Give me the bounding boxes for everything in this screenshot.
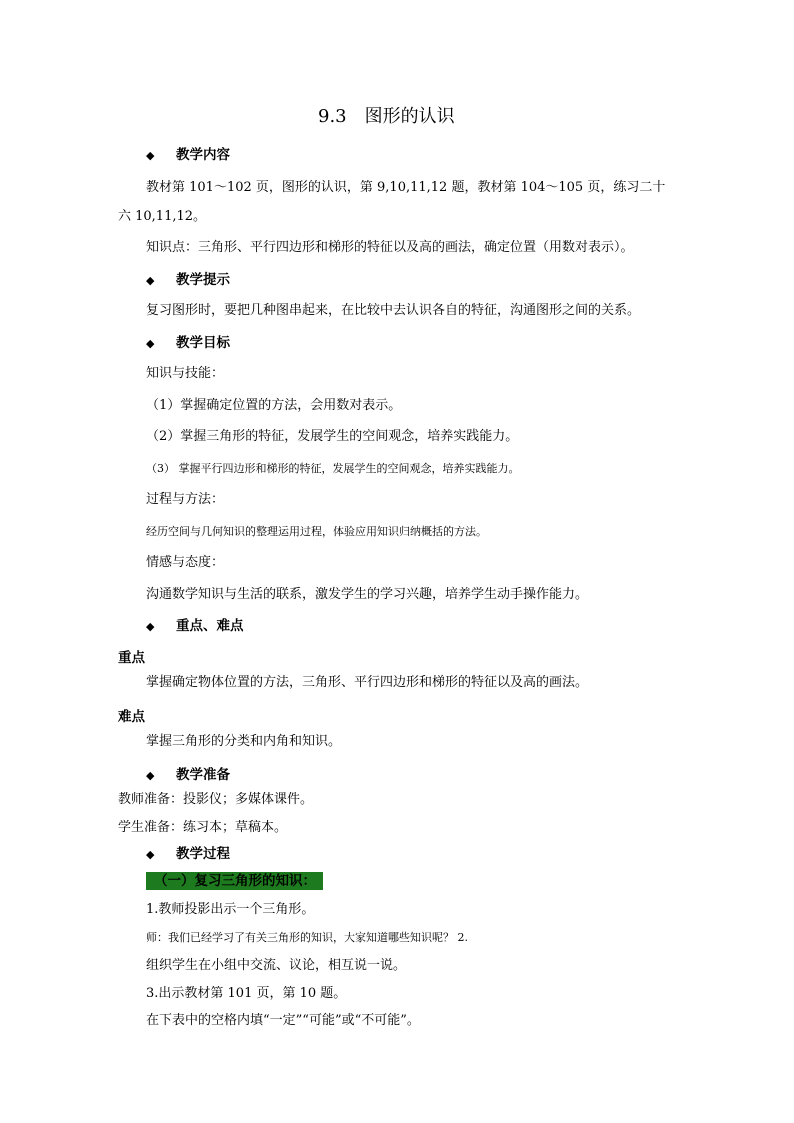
hint-paragraph: 复习图形时，要把几种图串起来，在比较中去认识各自的特征，沟通图形之间的关系。 — [146, 303, 641, 318]
emotion-label: 情感与态度： — [146, 555, 225, 570]
difficulty-paragraph: 掌握三角形的分类和内角和知识。 — [146, 734, 342, 749]
section-heading-hint: ◆ 教学提示 — [146, 272, 230, 288]
diamond-bullet-icon: ◆ — [146, 769, 155, 782]
step-4: 在下表中的空格内填“一定”“可能”或“不可能”。 — [146, 1013, 420, 1028]
emotion-paragraph: 沟通数学知识与生活的联系，激发学生的学习兴趣，培养学生动手操作能力。 — [146, 587, 589, 602]
goal-item-1: （1）掌握确定位置的方法，会用数对表示。 — [146, 398, 402, 413]
diamond-bullet-icon: ◆ — [146, 149, 155, 162]
teacher-question: 师：我们已经学习了有关三角形的知识，大家知道哪些知识呢？ 2. — [146, 931, 468, 944]
section-heading-goals: ◆ 教学目标 — [146, 335, 230, 351]
key-point-label: 重点 — [118, 650, 145, 666]
key-point-paragraph: 掌握确定物体位置的方法，三角形、平行四边形和梯形的特征以及高的画法。 — [146, 675, 589, 690]
page-title: 9.3 图形的认识 — [318, 106, 455, 127]
content-paragraph-line1: 教材第 101～102 页，图形的认识，第 9,10,11,12 题，教材第 104～105 页，练习二十 — [146, 180, 666, 195]
section-heading-process: ◆ 教学过程 — [146, 846, 230, 862]
diamond-bullet-icon: ◆ — [146, 274, 155, 287]
knowledge-points: 知识点：三角形、平行四边形和梯形的特征以及高的画法，确定位置（用数对表示）。 — [146, 240, 634, 255]
goal-item-3: （3） 掌握平行四边形和梯形的特征，发展学生的空间观念，培养实践能力。 — [146, 462, 520, 475]
diamond-bullet-icon: ◆ — [146, 620, 155, 633]
diamond-bullet-icon: ◆ — [146, 848, 155, 861]
diamond-bullet-icon: ◆ — [146, 337, 155, 350]
process-method-paragraph: 经历空间与几何知识的整理运用过程，体验应用知识归纳概括的方法。 — [146, 525, 487, 538]
step-2: 组织学生在小组中交流、议论，相互说一说。 — [146, 958, 407, 973]
content-paragraph-line2: 六 10,11,12。 — [118, 209, 207, 224]
section-heading-content: ◆ 教学内容 — [146, 147, 230, 163]
highlighted-step-heading: （一）复习三角形的知识： — [146, 872, 323, 890]
process-method-label: 过程与方法： — [146, 492, 225, 507]
section-heading-key: ◆ 重点、难点 — [146, 618, 244, 634]
goal-item-2: （2）掌握三角形的特征，发展学生的空间观念，培养实践能力。 — [146, 429, 519, 444]
skills-label: 知识与技能： — [146, 366, 225, 381]
student-prep: 学生准备：练习本；草稿本。 — [118, 820, 288, 835]
teacher-prep: 教师准备：投影仪；多媒体课件。 — [118, 792, 314, 807]
step-1: 1.教师投影出示一个三角形。 — [146, 902, 315, 917]
section-heading-prep: ◆ 教学准备 — [146, 767, 230, 783]
difficulty-label: 难点 — [118, 709, 145, 725]
step-3: 3.出示教材第 101 页，第 10 题。 — [146, 986, 347, 1001]
